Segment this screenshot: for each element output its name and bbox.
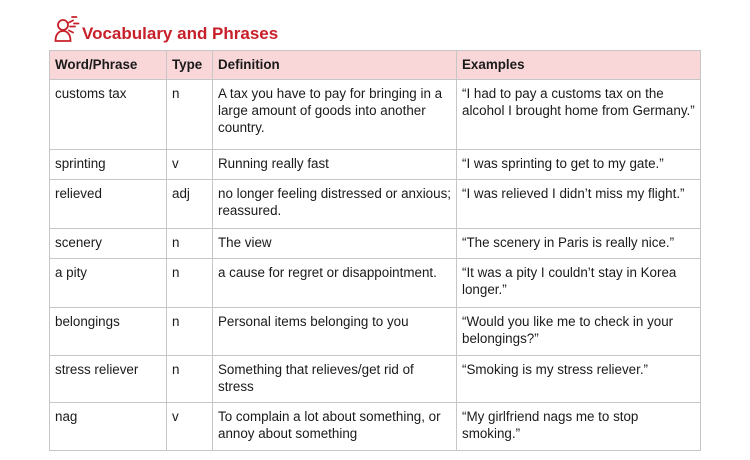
cell-example: “It was a pity I couldn’t stay in Korea longer.” [457, 259, 701, 308]
cell-example: “The scenery in Paris is really nice.” [457, 229, 701, 259]
cell-word: stress reliever [50, 356, 167, 403]
cell-type: n [167, 308, 213, 356]
cell-example: “I was sprinting to get to my gate.” [457, 150, 701, 180]
cell-word: a pity [50, 259, 167, 308]
table-row [50, 259, 701, 308]
table-row [50, 356, 701, 403]
cell-type: adj [167, 180, 213, 229]
table-row [50, 80, 701, 150]
cell-definition: To complain a lot about something, or annoy about something [213, 403, 457, 451]
cell-example: “I was relieved I didn’t miss my flight.” [457, 180, 701, 229]
cell-word: scenery [50, 229, 167, 259]
header-definition: Definition [213, 51, 457, 80]
people-icon [54, 14, 80, 46]
table-header-row [50, 51, 701, 80]
cell-type: n [167, 229, 213, 259]
cell-word: relieved [50, 180, 167, 229]
table-row [50, 229, 701, 259]
table-row [50, 308, 701, 356]
cell-word: customs tax [50, 80, 167, 150]
vocabulary-table [49, 50, 701, 451]
section-heading [54, 10, 278, 46]
cell-definition: Personal items belonging to you [213, 308, 457, 356]
header-type: Type [167, 51, 213, 80]
cell-example: “My girlfriend nags me to stop smoking.” [457, 403, 701, 451]
header-word-phrase: Word/Phrase [50, 51, 167, 80]
cell-example: “Smoking is my stress reliever.” [457, 356, 701, 403]
cell-definition: Running really fast [213, 150, 457, 180]
cell-word: nag [50, 403, 167, 451]
cell-example: “I had to pay a customs tax on the alcohol I brought home from Germany.” [457, 80, 701, 150]
cell-definition: Something that relieves/get rid of stress [213, 356, 457, 403]
cell-type: v [167, 150, 213, 180]
section-title: Vocabulary and Phrases [82, 24, 279, 43]
cell-type: n [167, 80, 213, 150]
cell-word: belongings [50, 308, 167, 356]
cell-definition: The view [213, 229, 457, 259]
cell-word: sprinting [50, 150, 167, 180]
cell-type: n [167, 259, 213, 308]
header-examples: Examples [457, 51, 701, 80]
table-row [50, 150, 701, 180]
cell-type: n [167, 356, 213, 403]
cell-example: “Would you like me to check in your belongings?” [457, 308, 701, 356]
table-row [50, 403, 701, 451]
cell-definition: A tax you have to pay for bringing in a large amount of goods into another country. [213, 80, 457, 150]
table-row [50, 180, 701, 229]
cell-definition: a cause for regret or disappointment. [213, 259, 457, 308]
cell-type: v [167, 403, 213, 451]
cell-definition: no longer feeling distressed or anxious; reassured. [213, 180, 457, 229]
